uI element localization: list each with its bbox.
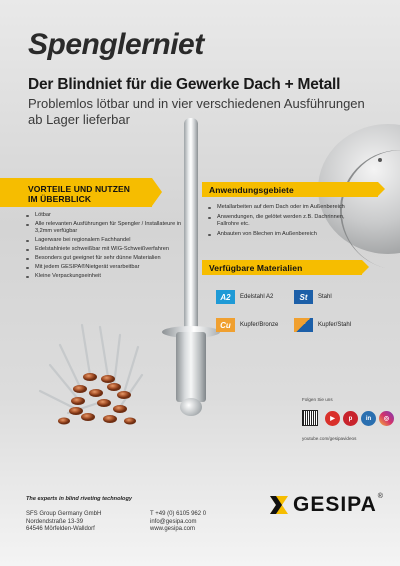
list-item: Edelstahlniete schweißbar mit WIG-Schweißverfahren bbox=[26, 246, 186, 253]
material-badge: Cu bbox=[216, 318, 235, 332]
rivet-sleeve bbox=[176, 332, 206, 402]
website-link[interactable]: www.gesipa.com bbox=[150, 526, 196, 532]
list-item: Besonders gut geeignet für sehr dünne Materialien bbox=[26, 255, 186, 262]
applications-list bbox=[208, 204, 358, 241]
materials-heading: Verfügbare Materialien bbox=[202, 260, 362, 275]
benefits-heading-line2: IM ÜBERBLICK bbox=[28, 194, 92, 204]
list-item: Lagerware bei regionalem Fachhandel bbox=[26, 237, 186, 244]
footer-slogan: The experts in blind riveting technology bbox=[26, 496, 132, 502]
material-a2 bbox=[216, 290, 273, 304]
material-label: Kupfer/Stahl bbox=[318, 322, 352, 328]
material-badge-split bbox=[294, 318, 313, 332]
company-name: SFS Group Germany GmbH bbox=[26, 511, 102, 517]
list-item: Kleine Verpackungseinheit bbox=[26, 273, 186, 280]
logo-registered: ® bbox=[377, 493, 383, 500]
phone: T +49 (0) 6105 962 0 bbox=[150, 511, 207, 517]
gesipa-logo bbox=[268, 493, 383, 517]
material-cu-st bbox=[294, 318, 351, 332]
follow-us-label: Folgen Sie uns bbox=[302, 397, 333, 402]
page-subtitle: Der Blindniet für die Gewerke Dach + Metall bbox=[28, 76, 341, 93]
pinterest-icon[interactable]: p bbox=[343, 411, 358, 426]
youtube-link[interactable]: youtube.com/gesipavideos bbox=[302, 436, 357, 441]
material-badge: A2 bbox=[216, 290, 235, 304]
list-item: Lötbar bbox=[26, 212, 186, 219]
city: 64546 Mörfelden-Walldorf bbox=[26, 526, 95, 532]
youtube-icon[interactable]: ▶ bbox=[325, 411, 340, 426]
applications-heading: Anwendungsgebiete bbox=[202, 182, 378, 197]
logo-text: GESIPA bbox=[293, 493, 377, 516]
list-item: Anbauten von Blechen im Außenbereich bbox=[208, 231, 358, 238]
list-item: Metallarbeiten auf dem Dach oder im Außenbereich bbox=[208, 204, 358, 211]
material-label: Stahl bbox=[318, 294, 332, 300]
instagram-icon[interactable]: ◎ bbox=[379, 411, 394, 426]
material-badge: St bbox=[294, 290, 313, 304]
rivets-photo bbox=[20, 305, 160, 445]
sphere-rivet-dot bbox=[378, 158, 382, 162]
tagline: Problemlos lötbar und in vier verschiedenen Ausführungen ab Lager lieferbar bbox=[28, 96, 365, 127]
benefits-list bbox=[26, 212, 186, 282]
email-link[interactable]: info@gesipa.com bbox=[150, 518, 197, 525]
contact-block bbox=[150, 511, 206, 534]
list-item: Anwendungen, die gelötet werden z.B. Dachrinnen, Fallrohre etc. bbox=[208, 214, 358, 228]
list-item: Mit jedem GESIPA®Nietgerät verarbeitbar bbox=[26, 264, 186, 271]
material-label: Kupfer/Bronze bbox=[240, 322, 279, 328]
qr-code-icon[interactable] bbox=[302, 410, 318, 426]
benefits-heading bbox=[0, 178, 152, 207]
material-cu bbox=[216, 318, 278, 332]
linkedin-icon[interactable]: in bbox=[361, 411, 376, 426]
page-title: Spenglerniet bbox=[28, 28, 204, 61]
street: Nordendstraße 13-39 bbox=[26, 518, 84, 525]
gesipa-logo-icon bbox=[268, 494, 290, 516]
material-st bbox=[294, 290, 332, 304]
material-label: Edelstahl A2 bbox=[240, 294, 274, 300]
list-item: Alle relevanten Ausführungen für Spengler / Installateure in 3,2mm verfügbar bbox=[26, 221, 186, 235]
benefits-heading-line1: VORTEILE UND NUTZEN bbox=[28, 184, 131, 194]
address-block bbox=[26, 511, 101, 534]
rivet-head bbox=[180, 398, 202, 416]
